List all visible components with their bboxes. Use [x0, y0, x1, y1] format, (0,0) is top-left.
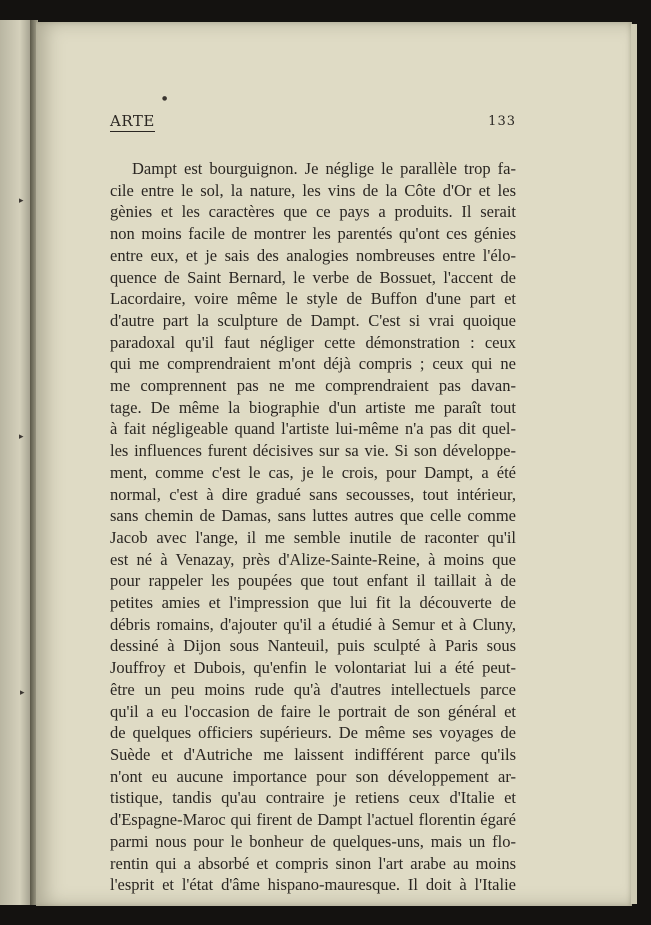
- text-line: tage. De même la biographie d'un artiste me paraît tout: [110, 397, 516, 417]
- text-line: non moins facile de montrer les parentés qu'ont ces génies: [110, 224, 516, 244]
- text-line: est né à Venazay, près d'Alize-Sainte-Reine, à moins que: [110, 549, 516, 569]
- text-line: quence de Saint Bernard, le verbe de Bossuet, l'accent de: [110, 267, 516, 287]
- margin-mark: ▸: [19, 196, 24, 206]
- text-line: pour rappeler les poupées que tout enfant il taillait à de: [110, 571, 516, 591]
- text-line: normal, c'est à dire gradué sans secousses, tout intérieur,: [110, 484, 516, 504]
- page-fore-edge: [631, 24, 637, 904]
- text-line: d'autre part la sculpture de Dampt. C'est si vrai quoique: [110, 310, 516, 330]
- text-line: petites amies et l'impression que lui fit la découverte de: [110, 593, 516, 613]
- margin-mark: ▸: [19, 432, 24, 442]
- text-line: Suède et d'Autriche me laissent indifférent parce qu'ils: [110, 744, 516, 764]
- text-line: être un peu moins rude qu'à d'autres intellectuels parce: [110, 679, 516, 699]
- text-line: de quelques officiers supérieurs. De même ses voyages de: [110, 723, 516, 743]
- text-line: sans chemin de Damas, sans luttes autres que celle comme: [110, 506, 516, 526]
- text-line: l'esprit et l'état d'âme hispano-mauresque. Il doit à l'Italie: [110, 875, 516, 895]
- text-line: débris romains, d'ajouter qu'il a étudié à Semur et à Cluny,: [110, 614, 516, 634]
- text-line: qui me comprendraient m'ont déjà compris ; ceux qui ne: [110, 354, 516, 374]
- ink-speck: ●: [162, 95, 168, 102]
- text-line: cile entre le sol, la nature, les vins de la Côte d'Or et les: [110, 180, 516, 200]
- body-text: [110, 158, 516, 896]
- text-line: qu'il a eu l'occasion de faire le portrait de son général et: [110, 701, 516, 721]
- text-line: me comprennent pas ne me comprendraient pas davan-: [110, 376, 516, 396]
- text-line: Jacob avec l'ange, il me semble inutile de raconter qu'il: [110, 527, 516, 547]
- text-line: ment, comme c'est le cas, je le crois, pour Dampt, a été: [110, 462, 516, 482]
- text-line: Dampt est bourguignon. Je néglige le parallèle trop fa-: [132, 159, 516, 178]
- text-line: à fait négligeable quand l'artiste lui-même n'a pas dit quel-: [110, 419, 516, 439]
- text-line: n'ont eu aucune importance pour son développement ar-: [110, 766, 516, 786]
- text-line: Lacordaire, voire même le style de Buffon d'une part et: [110, 289, 516, 309]
- text-line: parmi nous pour le bonheur de quelques-uns, mais un flo-: [110, 831, 516, 851]
- text-line: rentin qui a absorbé et compris sinon l'art arabe au moins: [110, 853, 516, 873]
- running-head: [110, 113, 516, 133]
- text-line: dessiné à Dijon sous Nanteuil, puis sculpté à Paris sous: [110, 636, 516, 656]
- running-head-title: ARTE: [110, 112, 155, 130]
- margin-mark: ▸: [20, 688, 25, 698]
- text-line: d'Espagne-Maroc qui firent de Dampt l'actuel florentin égaré: [110, 810, 516, 830]
- text-line: gènies et les caractères que ce pays a produits. Il serait: [110, 202, 516, 222]
- text-line: paradoxal qu'il faut négliger cette démonstration : ceux: [110, 332, 516, 352]
- text-line: les influences furent décisives sur sa vie. Si son développe-: [110, 441, 516, 461]
- text-line: entre eux, et je sais des analogies nombreuses entre l'élo-: [110, 245, 516, 265]
- text-line: Jouffroy et Dubois, qu'enfin le volontariat lui a été peut-: [110, 658, 516, 678]
- page-number: 133: [488, 114, 516, 129]
- text-line: tistique, tandis qu'au contraire je retiens ceux d'Italie et: [110, 788, 516, 808]
